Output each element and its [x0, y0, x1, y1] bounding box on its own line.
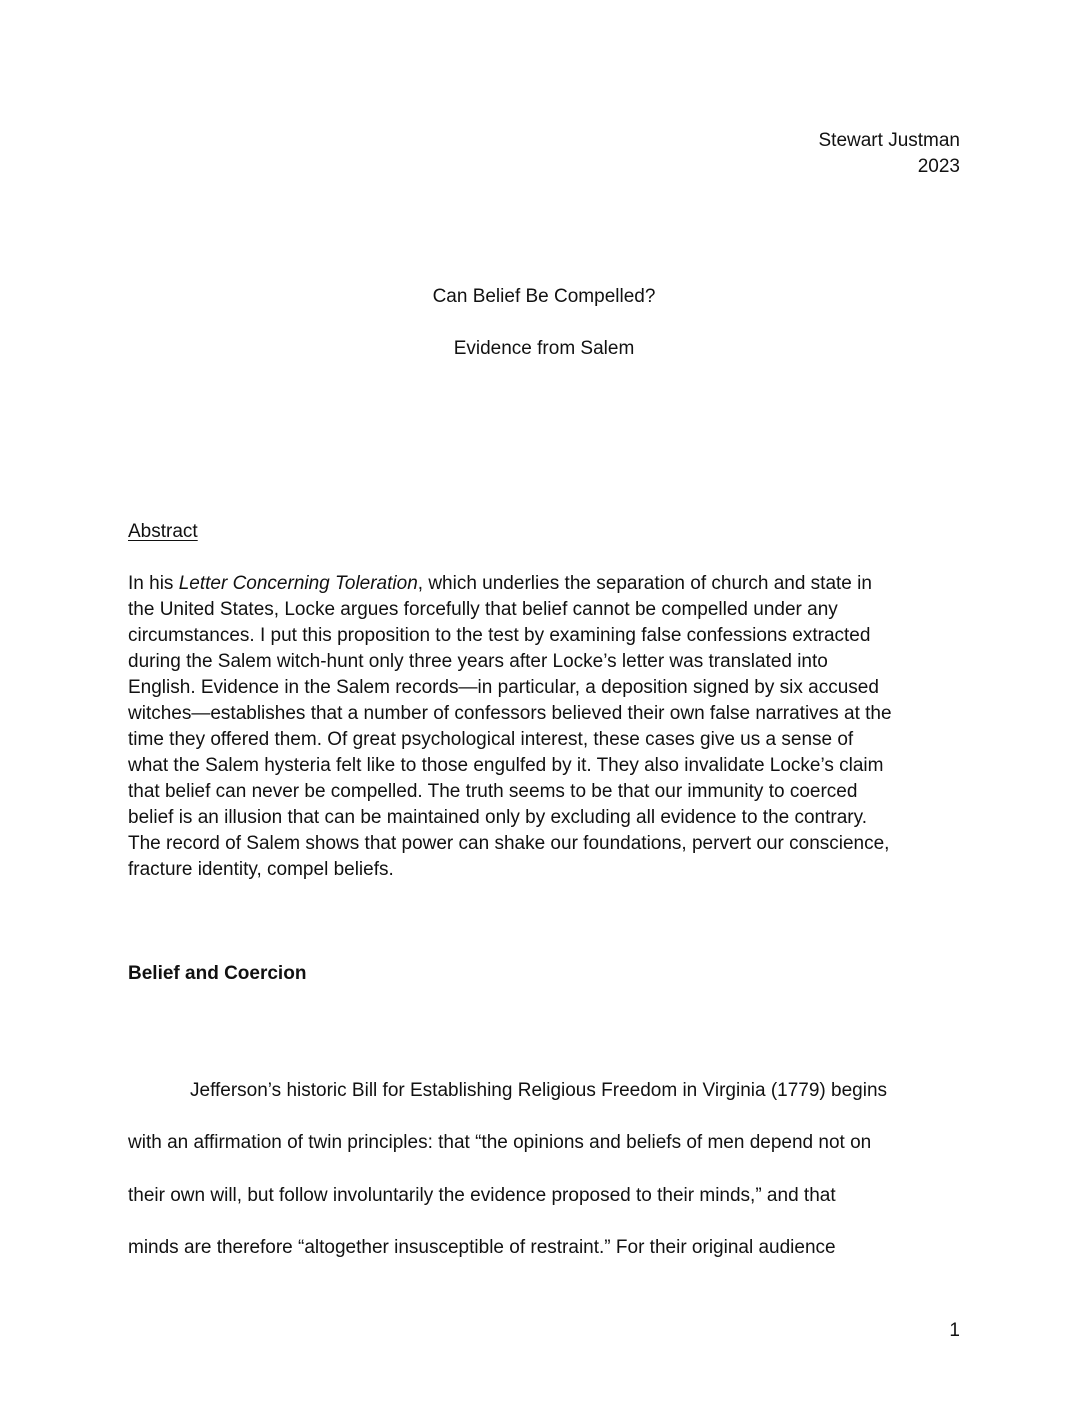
abstract-line — [128, 571, 968, 597]
paper-title: Can Belief Be Compelled? — [432, 286, 656, 307]
section-heading: Belief and Coercion — [128, 963, 307, 984]
body-paragraph — [128, 1065, 968, 1274]
abstract-line: English. Evidence in the Salem records—in particular, a deposition signed by six accused — [128, 677, 879, 698]
author-name: Stewart Justman — [818, 130, 960, 151]
abstract-line: during the Salem witch-hunt only three years after Locke’s letter was translated into — [128, 651, 828, 672]
abstract-line: that belief can never be compelled. The truth seems to be that our immunity to coerced — [128, 781, 858, 802]
body-line: minds are therefore “altogether insusceptible of restraint.” For their original audience — [128, 1236, 836, 1258]
abstract-line: The record of Salem shows that power can shake our foundations, pervert our conscience, — [128, 833, 890, 854]
publication-year: 2023 — [917, 156, 960, 177]
abstract-text: , which underlies the separation of church and state in — [417, 573, 872, 594]
abstract-line: what the Salem hysteria felt like to those engulfed by it. They also invalidate Locke’s claim — [128, 755, 884, 776]
abstract-line: the United States, Locke argues forcefully that belief cannot be compelled under any — [128, 599, 838, 620]
author-block — [819, 128, 961, 180]
body-line: Jefferson’s historic Bill for Establishing Religious Freedom in Virginia (1779) begins — [190, 1080, 888, 1101]
abstract-line: circumstances. I put this proposition to the test by examining false confessions extracted — [128, 625, 871, 646]
body-line: with an affirmation of twin principles: that “the opinions and beliefs of men depend not on — [128, 1132, 872, 1154]
abstract-paragraph — [128, 571, 968, 883]
abstract-text: In his — [128, 573, 179, 594]
abstract-line: belief is an illusion that can be maintained only by excluding all evidence to the contrary. — [128, 807, 867, 828]
abstract-line: fracture identity, compel beliefs. — [128, 859, 394, 880]
abstract-line: time they offered them. Of great psychological interest, these cases give us a sense of — [128, 729, 854, 750]
abstract-heading: Abstract — [128, 521, 198, 542]
body-line: their own will, but follow involuntarily the evidence proposed to their minds,” and that — [128, 1184, 836, 1206]
paper-subtitle: Evidence from Salem — [453, 338, 635, 359]
page-number: 1 — [949, 1320, 960, 1341]
abstract-line: witches—establishes that a number of confessors believed their own false narratives at the — [128, 703, 892, 724]
cited-work-title: Letter Concerning Toleration — [178, 573, 418, 594]
